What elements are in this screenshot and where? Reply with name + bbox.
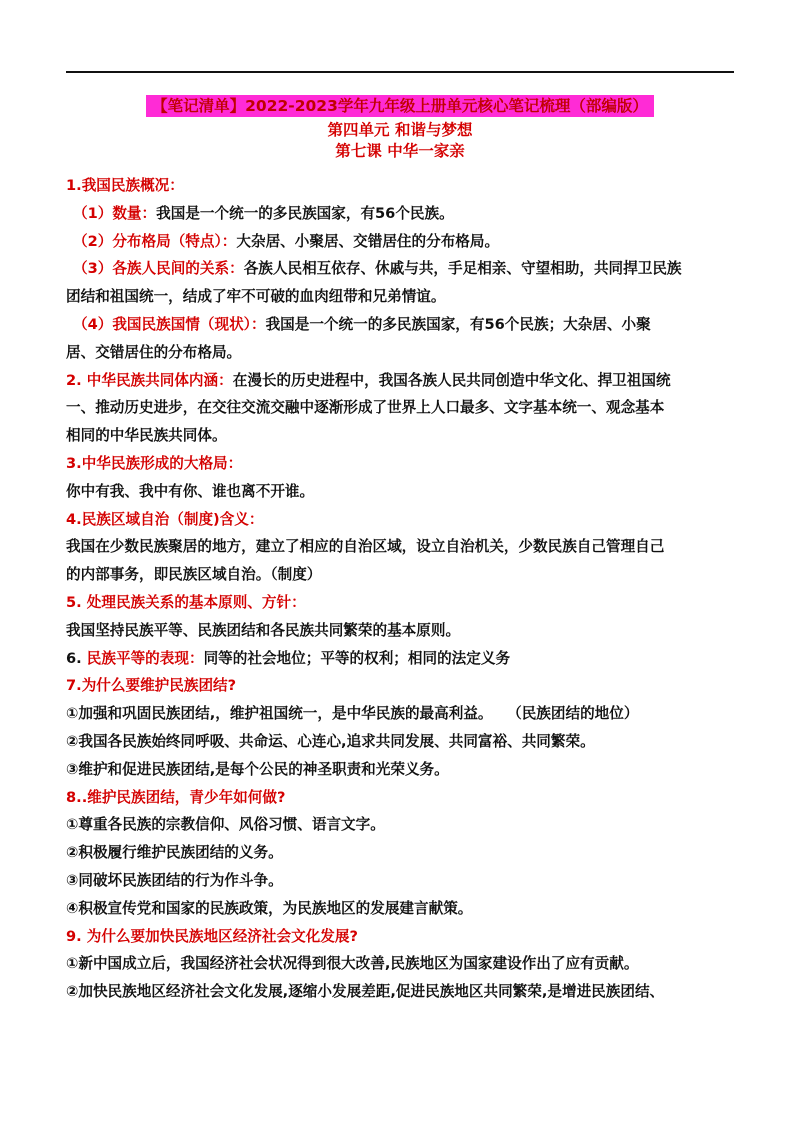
list-item: ①尊重各民族的宗教信仰、风俗习惯、语言文字。 (66, 816, 385, 834)
point-text: 我国是一个统一的多民族国家，有56个民族。 (156, 204, 454, 222)
point-label: （4）我国民族国情（现状）： (73, 315, 266, 333)
list-item: ①加强和巩固民族团结,，维护祖国统一，是中华民族的最高利益。 （民族团结的地位） (66, 705, 639, 723)
point-label: （2）分布格局（特点）： (73, 232, 237, 250)
point-national-condition (66, 311, 738, 339)
section-2-line-3: 相同的中华民族共同体。 (66, 427, 227, 445)
point-national-condition-cont: 居、交错居住的分布格局。 (66, 343, 242, 361)
list-item: ②积极履行维护民族团结的义务。 (66, 844, 283, 862)
point-text: 各族人民相互依存、休戚与共，手足相亲、守望相助，共同捍卫民族 (243, 260, 682, 278)
point-distribution (66, 228, 738, 256)
top-divider (66, 71, 734, 73)
section-6 (66, 645, 738, 673)
section-heading-1: 1.我国民族概况： (66, 177, 184, 194)
section-2 (66, 367, 738, 395)
point-relations (66, 255, 738, 283)
section-heading-3: 3.中华民族形成的大格局： (66, 454, 243, 472)
list-item: ①新中国成立后，我国经济社会状况得到很大改善,民族地区为国家建设作出了应有贡献。 (66, 955, 639, 973)
section-heading-4: 4.民族区域自治（制度)含义： (66, 510, 264, 528)
section-5-text: 我国坚持民族平等、民族团结和各民族共同繁荣的基本原则。 (66, 621, 461, 639)
point-text: 我国是一个统一的多民族国家，有56个民族；大杂居、小聚 (265, 315, 651, 333)
lesson-title: 第七课 中华一家亲 (335, 142, 465, 160)
section-heading-5: 5. 处理民族关系的基本原则、方针： (66, 593, 306, 611)
section-3-text: 你中有我、我中有你、谁也离不开谁。 (66, 482, 315, 500)
list-item: ③同破坏民族团结的行为作斗争。 (66, 871, 283, 889)
section-heading-8: 8..维护民族团结，青少年如何做? (66, 788, 286, 806)
unit-title: 第四单元 和谐与梦想 (327, 121, 473, 139)
list-item: ②我国各民族始终同呼吸、共命运、心连心,追求共同发展、共同富裕、共同繁荣。 (66, 732, 595, 750)
notes-body (66, 172, 738, 1006)
section-label: 2. 中华民族共同体内涵： (66, 371, 233, 389)
section-2-line-2: 一、推动历史进步，在交往交流交融中逐渐形成了世界上人口最多、文字基本统一、观念基本 (66, 399, 665, 417)
section-heading-9: 9. 为什么要加快民族地区经济社会文化发展? (66, 927, 358, 945)
section-heading-7: 7.为什么要维护民族团结? (66, 677, 237, 695)
point-text: 大杂居、小聚居、交错居住的分布格局。 (236, 232, 500, 250)
list-item: ②加快民族地区经济社会文化发展,逐缩小发展差距,促进民族地区共同繁荣,是增进民族团结、 (66, 983, 665, 1001)
section-4-line-1: 我国在少数民族聚居的地方，建立了相应的自治区域，设立自治机关，少数民族自己管理自己 (66, 538, 665, 556)
point-quantity (66, 200, 738, 228)
section-label: 民族平等的表现： (86, 649, 204, 667)
section-4-line-2: 的内部事务，即民族区域自治。（制度） (66, 566, 322, 584)
point-label: （1）数量： (73, 204, 157, 222)
section-text: 在漫长的历史进程中，我国各族人民共同创造中华文化、捍卫祖国统 (232, 371, 671, 389)
point-relations-cont: 团结和祖国统一，结成了牢不可破的血肉纽带和兄弟情谊。 (66, 288, 446, 306)
list-item: ③维护和促进民族团结,是每个公民的神圣职责和光荣义务。 (66, 760, 449, 778)
title-block (0, 95, 800, 162)
section-text: 同等的社会地位；平等的权利；相同的法定义务 (203, 649, 511, 667)
point-label: （3）各族人民间的关系： (73, 260, 244, 278)
section-number: 6. (66, 649, 82, 667)
main-title: 【笔记清单】2022-2023学年九年级上册单元核心笔记梳理（部编版） (146, 95, 654, 117)
list-item: ④积极宣传党和国家的民族政策，为民族地区的发展建言献策。 (66, 899, 473, 917)
